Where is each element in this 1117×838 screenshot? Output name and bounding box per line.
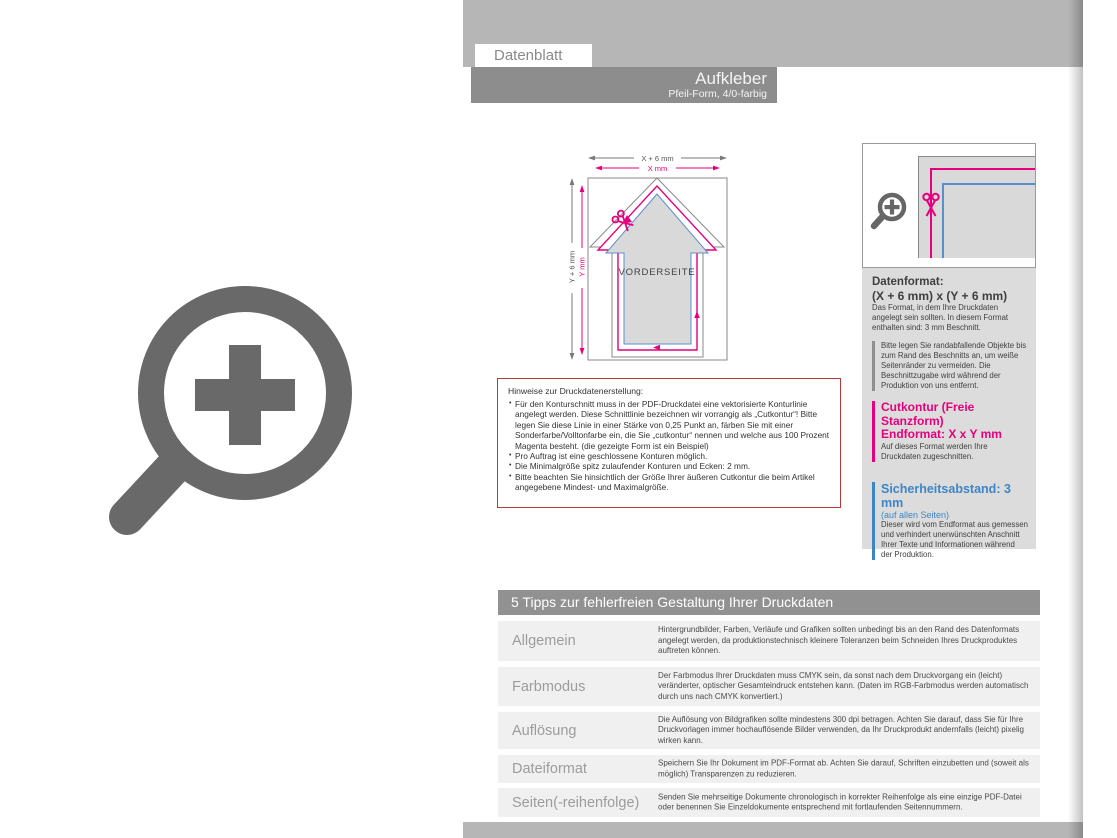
table-row (498, 712, 1040, 749)
vorderseite-label: VORDERSEITE (618, 267, 696, 278)
dim-outer-height-label: Y + 6 mm (567, 250, 577, 284)
dim-inner-height-label: Y mm (577, 257, 587, 277)
magnifier-plus-icon (865, 184, 907, 239)
scissors-icon (919, 192, 943, 224)
row-text: Der Farbmodus Ihrer Druckdaten muss CMYK sein, da sonst nach dem Druckvorgang ein (leicht) veränderter, optischer Gesamteindruck entstehen kann. (Daten im RGB-Farbmodus werden automatisch durch uns nach CMYK konvertiert.) (658, 670, 1029, 701)
datenformat-formula: (X + 6 mm) x (Y + 6 mm) (872, 289, 1008, 303)
row-label: Dateiformat (512, 761, 587, 777)
detail-safety-line (942, 183, 1035, 185)
bleed-note-block (872, 341, 1028, 391)
table-row (498, 788, 1040, 817)
corner-zoom-detail (862, 143, 1036, 268)
bleed-note-text: Bitte legen Sie randabfallende Objekte bis zum Rand des Beschnitts an, um weiße Seitenränder zu vermeiden. Die Beschnittzugabe wird während der Produktion von uns entfernt. (881, 341, 1027, 390)
cutkontur-subtitle: Endformat: X x Y mm (881, 427, 1002, 441)
format-info-panel (862, 268, 1036, 559)
datenblatt-tab: Datenblatt (475, 44, 592, 67)
datenformat-title: Datenformat: (872, 276, 944, 288)
row-label: Auflösung (512, 722, 577, 739)
product-banner (471, 67, 777, 103)
hinweise-title: Hinweise zur Druckdatenerstellung: (508, 386, 644, 396)
row-text: Die Auflösung von Bildgrafiken sollte mindestens 300 dpi betragen. Achten Sie darauf, dass Sie für Ihre Druckvorlagen immer hochauflösende Bilder verwenden, da Ihr Druckprodukt andernfalls (leicht) pixelig wirken kann. (658, 714, 1024, 745)
detail-cut-line (930, 168, 1035, 170)
cutkontur-title: Cutkontur (Freie Stanzform) (881, 400, 975, 428)
cutkontur-text: Auf dieses Format werden Ihre Druckdaten zugeschnitten. (881, 441, 988, 461)
datenformat-block (872, 276, 1028, 333)
dim-outer-width-label: X + 6 mm (641, 153, 674, 163)
hinweise-item: • Die Minimalgröße spitz zulaufender Konturen und Ecken: 2 mm. (508, 461, 830, 471)
bottom-band (463, 822, 1083, 838)
hinweise-list (508, 399, 830, 493)
row-text: Senden Sie mehrseitige Dokumente chronologisch in korrekter Reihenfolge als eine einzige PDF-Datei oder benennen Sie Einzeldokumente entsprechend mit fortlaufenden Seitennummern. (658, 791, 1022, 812)
table-row (498, 755, 1040, 783)
row-text: Speichern Sie Ihr Dokument im PDF-Format ab. Achten Sie darauf, Schriften einzubetten und (soweit als möglich) Transparenzen zu reduzieren. (658, 758, 1029, 778)
row-label: Seiten(-reihenfolge) (512, 794, 640, 811)
hinweise-item: • Bitte beachten Sie hinsichtlich der Größe Ihrer äußeren Cutkontur die beim Artikel angegebene Mindest- und Maximalgröße. (508, 472, 830, 493)
datenformat-text: Das Format, in dem Ihre Druckdaten angelegt sein sollten. In diesem Format enthalten sind: 3 mm Beschnitt. (872, 303, 1009, 332)
row-label: Allgemein (512, 633, 576, 649)
arrow-diagram (560, 145, 740, 370)
tips-table (498, 590, 1040, 817)
cutkontur-block (872, 401, 1028, 462)
sicherheitsabstand-text: Dieser wird vom Endformat aus gemessen und verhindert unerwünschten Anschnitt Ihrer Texte und Informationen während der Produktion. (881, 519, 1028, 559)
hinweise-item: • Für den Konturschnitt muss in der PDF-Druckdatei eine vektorisierte Konturlinie angelegt werden. Diese Schnittlinie bezeichnen wir vorrangig als „Cutkontur“! Bitte legen Sie diese Linie in einer Stärke von 0,25 Punkt an, färben Sie mit einer Sonderfarbe/Volltonfarbe ein, die Sie „cutkontur“ nennen und welche aus 100 Prozent Magenta besteht. (die gezeigte Form ist ein Beispiel) (508, 399, 830, 451)
product-subtitle: Pfeil-Form, 4/0-farbig (668, 88, 767, 100)
hinweise-item: • Pro Auftrag ist eine geschlossene Konturen möglich. (508, 451, 830, 461)
sicherheitsabstand-block (872, 482, 1028, 560)
table-row (498, 621, 1040, 661)
sicherheitsabstand-subtitle: (auf allen Seiten) (881, 509, 950, 520)
magnifier-plus-icon (95, 275, 365, 555)
datasheet-page (463, 0, 1083, 838)
product-title: Aufkleber (695, 69, 767, 88)
sicherheitsabstand-title: Sicherheitsabstand: 3 mm (881, 481, 1011, 510)
dim-inner-width-label: X mm (647, 163, 668, 173)
row-text: Hintergrundbilder, Farben, Verläufe und Grafiken sollten unbedingt bis an den Rand des Datenformats angelegt werden, da produktionstechnisch kleinere Toleranzen beim Schneiden Ihres Druckproduktes auftreten können. (658, 625, 1020, 656)
row-label: Farbmodus (512, 678, 586, 695)
tips-table-title: 5 Tipps zur fehlerfreien Gestaltung Ihrer Druckdaten (498, 590, 1040, 615)
table-row (498, 667, 1040, 706)
hinweise-box (497, 378, 841, 508)
